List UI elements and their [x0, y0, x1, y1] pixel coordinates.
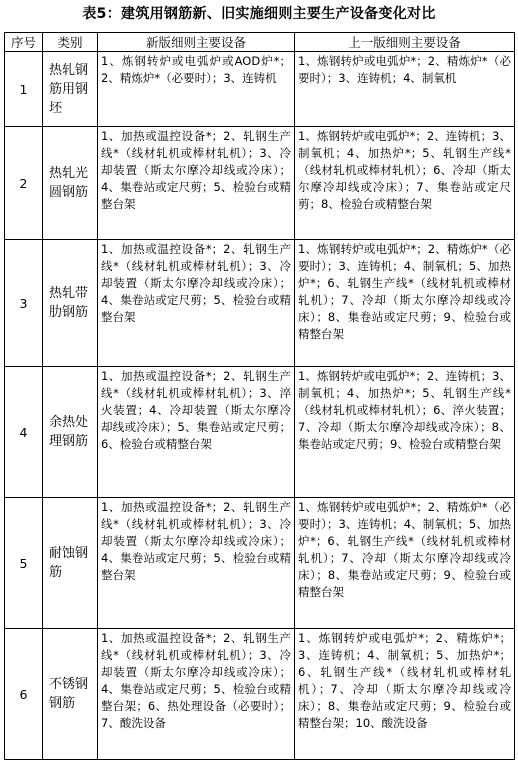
row-number: 2	[5, 127, 43, 240]
row-category: 热轧钢筋用钢坯	[43, 52, 98, 127]
row-number: 6	[5, 629, 43, 760]
row-category: 余热处理钢筋	[43, 367, 98, 498]
header-category: 类别	[43, 33, 98, 52]
row-old-equipment: 1、炼钢转炉或电弧炉*；2、精炼炉*；3、连铸机；4、制氧机；5、加热炉*；6、轧钢生产线*（线材轧机或棒材轧机）；7、冷却（斯太尔摩冷却线或冷床）；8、集卷站或定尺剪；9、检验台或精整台架；10、酸洗设备	[295, 629, 515, 760]
row-category: 热轧带肋钢筋	[43, 240, 98, 367]
row-number: 4	[5, 367, 43, 498]
equipment-comparison-table	[4, 32, 515, 760]
header-new-equipment: 新版细则主要设备	[98, 33, 295, 52]
table-row	[5, 52, 515, 127]
row-old-equipment: 1、炼钢转炉或电弧炉*；2、精炼炉*（必要时）；3、连铸机；4、制氧机	[295, 52, 515, 127]
row-new-equipment: 1、炼钢转炉或电弧炉或AOD炉*；2、精炼炉*（必要时）；3、连铸机	[98, 52, 295, 127]
row-old-equipment: 1、炼钢转炉或电弧炉*；2、连铸机；3、制氧机；4、加热炉*；5、轧钢生产线*（线材轧机或棒材轧机）；6、冷却（斯太尔摩冷却线或冷床）；7、集卷站或定尺剪；8、检验台或精整台架	[295, 127, 515, 240]
row-old-equipment: 1、炼钢转炉或电弧炉*；2、精炼炉*（必要时）；3、连铸机；4、制氧机；5、加热炉*；6、轧钢生产线*（线材轧机或棒材轧机）；7、冷却（斯太尔摩冷却线或冷床）；8、集卷站或定尺剪；9、检验台或精整台架	[295, 498, 515, 629]
row-number: 1	[5, 52, 43, 127]
table-row	[5, 240, 515, 367]
row-category: 热轧光圆钢筋	[43, 127, 98, 240]
table-row	[5, 367, 515, 498]
row-new-equipment: 1、加热或温控设备*；2、轧钢生产线*（线材轧机或棒材轧机）；3、淬火装置；4、冷却装置（斯太尔摩冷却线或冷床）；5、集卷站或定尺剪；6、检验台或精整台架	[98, 367, 295, 498]
row-number: 3	[5, 240, 43, 367]
table-row	[5, 629, 515, 760]
row-new-equipment: 1、加热或温控设备*；2、轧钢生产线*（线材轧机或棒材轧机）；3、冷却装置（斯太尔摩冷却线或冷床）；4、集卷站或定尺剪；5、检验台或精整台架；6、热处理设备（必要时）；7、酸洗设备	[98, 629, 295, 760]
row-new-equipment: 1、加热或温控设备*；2、轧钢生产线*（线材轧机或棒材轧机）；3、冷却装置（斯太尔摩冷却线或冷床）；4、集卷站或定尺剪；5、检验台或精整台架	[98, 498, 295, 629]
table-header-row	[5, 33, 515, 52]
row-new-equipment: 1、加热或温控设备*；2、轧钢生产线*（线材轧机或棒材轧机）；3、冷却装置（斯太尔摩冷却线或冷床）；4、集卷站或定尺剪；5、检验台或精整台架	[98, 127, 295, 240]
header-number: 序号	[5, 33, 43, 52]
row-number: 5	[5, 498, 43, 629]
row-category: 不锈钢钢筋	[43, 629, 98, 760]
table-title: 表5：建筑用钢筋新、旧实施细则主要生产设备变化对比	[82, 6, 436, 22]
row-old-equipment: 1、炼钢转炉或电弧炉*；2、连铸机；3、制氧机；4、加热炉*；5、轧钢生产线*（线材轧机或棒材轧机）；6、淬火装置；7、冷却（斯太尔摩冷却线或冷床）；8、集卷站或定尺剪；9、检验台或精整台架	[295, 367, 515, 498]
row-old-equipment: 1、炼钢转炉或电弧炉*；2、精炼炉*（必要时）；3、连铸机；4、制氧机；5、加热炉*；6、轧钢生产线*（线材轧机或棒材轧机）；7、冷却（斯太尔摩冷却线或冷床）；8、集卷站或定尺剪；9、检验台或精整台架	[295, 240, 515, 367]
table-row	[5, 498, 515, 629]
table-row	[5, 127, 515, 240]
row-category: 耐蚀钢筋	[43, 498, 98, 629]
header-old-equipment: 上一版细则主要设备	[295, 33, 515, 52]
row-new-equipment: 1、加热或温控设备*；2、轧钢生产线*（线材轧机或棒材轧机）；3、冷却装置（斯太尔摩冷却线或冷床）；4、集卷站或定尺剪；5、检验台或精整台架	[98, 240, 295, 367]
